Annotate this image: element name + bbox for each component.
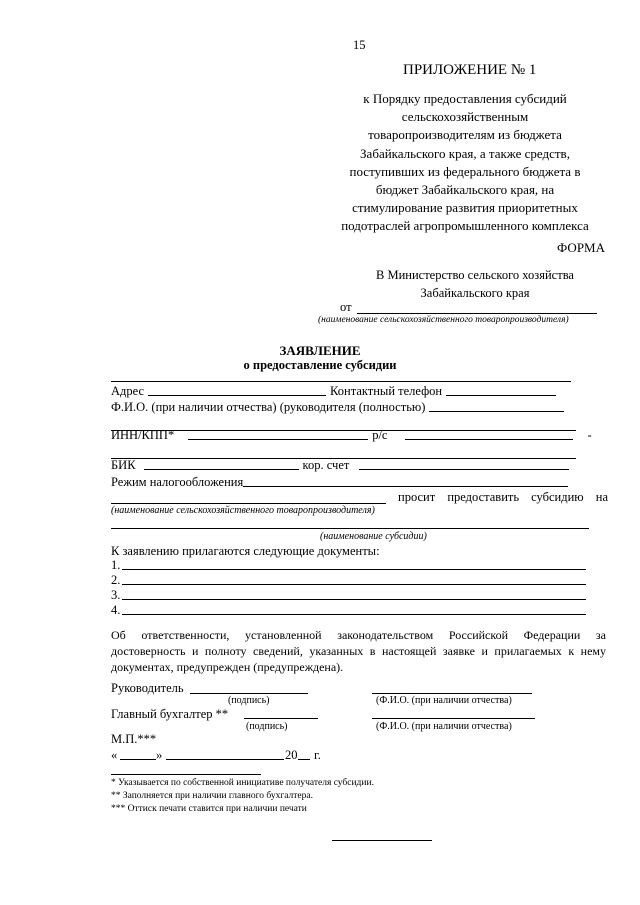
head-fio-caption: (Ф.И.О. (при наличии отчества) — [376, 695, 512, 706]
document-item: 4. — [111, 603, 606, 618]
inn-row — [111, 428, 611, 443]
accountant-signature-field[interactable] — [244, 718, 318, 719]
date-open-quote: « — [111, 748, 118, 762]
document-field[interactable] — [122, 569, 586, 570]
header-line: сельскохозяйственным — [401, 109, 529, 125]
form-label: ФОРМА — [557, 240, 605, 255]
header-line: товаропроизводителям из бюджета — [368, 127, 562, 143]
bik-label: БИК — [111, 458, 136, 472]
footnote-divider — [111, 774, 261, 775]
document-field[interactable] — [122, 584, 586, 585]
accountant-fio-caption: (Ф.И.О. (при наличии отчества) — [376, 721, 512, 732]
fio-field[interactable] — [429, 411, 564, 412]
header-line: поступивших из федерального бюджета в — [349, 163, 581, 179]
tax-regime-field[interactable] — [243, 486, 568, 487]
footnote: *** Оттиск печати ставится при наличии печати — [111, 804, 307, 814]
stamp-label: М.П.*** — [111, 732, 157, 746]
tax-row — [111, 475, 606, 490]
header-line: подотраслей агропромышленного комплекса — [341, 218, 589, 234]
document-item: 3. — [111, 588, 606, 603]
from-line[interactable] — [357, 313, 597, 314]
from-label: от — [340, 300, 352, 314]
address-field[interactable] — [148, 395, 326, 396]
head-signature-field[interactable] — [190, 693, 308, 694]
producer-caption: (наименование сельскохозяйственного товаропроизводителя) — [111, 505, 375, 516]
header-line: бюджет Забайкальского края, на — [375, 182, 555, 198]
header-line: к Порядку предоставления субсидий — [363, 91, 567, 106]
subsidy-caption: (наименование субсидии) — [320, 531, 427, 542]
date-year-field[interactable] — [298, 759, 310, 760]
accountant-signature-caption: (подпись) — [246, 721, 288, 732]
addressee-line1: В Министерство сельского хозяйства — [376, 268, 574, 282]
producer-field[interactable] — [111, 503, 386, 504]
head-fio-field[interactable] — [372, 693, 532, 694]
document-field[interactable] — [122, 599, 586, 600]
date-month-field[interactable] — [166, 759, 284, 760]
date-close-quote: » — [156, 748, 163, 762]
chief-accountant-label: Главный бухгалтер ** — [111, 707, 229, 721]
corr-account-label: кор. счет — [302, 458, 350, 472]
date-day-field[interactable] — [120, 759, 156, 760]
fio-label: Ф.И.О. (при наличии отчества) (руководителя (полностью) — [111, 400, 426, 414]
inn-label: ИНН/КПП* — [111, 428, 175, 442]
header-line: Забайкальского края, а также средств, — [360, 145, 570, 161]
head-signature-caption: (подпись) — [228, 695, 270, 706]
address-label: Адрес — [111, 384, 145, 398]
accountant-fio-field[interactable] — [372, 718, 535, 719]
head-label: Руководитель — [111, 681, 184, 695]
blank-line[interactable] — [111, 381, 571, 382]
subsidy-field[interactable] — [111, 528, 589, 529]
documents-intro: К заявлению прилагаются следующие документы: — [111, 544, 380, 558]
header-line: стимулирование развития приоритетных — [352, 200, 578, 216]
document-item: 2. — [111, 573, 606, 588]
page-end-divider — [332, 840, 432, 841]
address-row — [111, 384, 606, 399]
fio-row — [111, 400, 606, 415]
dash: - — [587, 428, 592, 442]
appendix-subtitle — [312, 90, 618, 236]
phone-label: Контактный телефон — [330, 384, 443, 398]
inn-field[interactable] — [188, 439, 368, 440]
from-caption: (наименование сельскохозяйственного товаропроизводителя) — [318, 315, 569, 325]
footnote: ** Заполняется при наличии главного бухгалтера. — [111, 791, 313, 801]
addressee-line2: Забайкальского края — [420, 286, 530, 300]
year-suffix: г. — [314, 748, 321, 762]
page-number: 15 — [353, 38, 366, 52]
appendix-title: ПРИЛОЖЕНИЕ № 1 — [403, 62, 537, 78]
request-text: просит предоставить субсидию на — [398, 490, 608, 504]
bik-row — [111, 458, 606, 473]
corr-account-field[interactable] — [359, 469, 569, 470]
year-prefix: 20 — [285, 748, 298, 762]
bik-field[interactable] — [144, 469, 299, 470]
footnote: * Указывается по собственной инициативе получателя субсидии. — [111, 778, 374, 788]
document-item: 1. — [111, 558, 606, 573]
account-field[interactable] — [405, 439, 573, 440]
responsibility-text: Об ответственности, установленной законодательством Российской Федерации за достоверность и полноту сведений, указанных в настоящей заявке и прилагаемых к нему документах, предупрежден (предупреждена). — [111, 628, 606, 674]
document-subtitle: о предоставление субсидии — [243, 358, 397, 372]
document-field[interactable] — [122, 614, 586, 615]
phone-field[interactable] — [446, 395, 556, 396]
tax-regime-label: Режим налогообложения — [111, 475, 244, 489]
document-title: ЗАЯВЛЕНИЕ — [279, 343, 361, 358]
account-label: р/с — [372, 428, 388, 442]
